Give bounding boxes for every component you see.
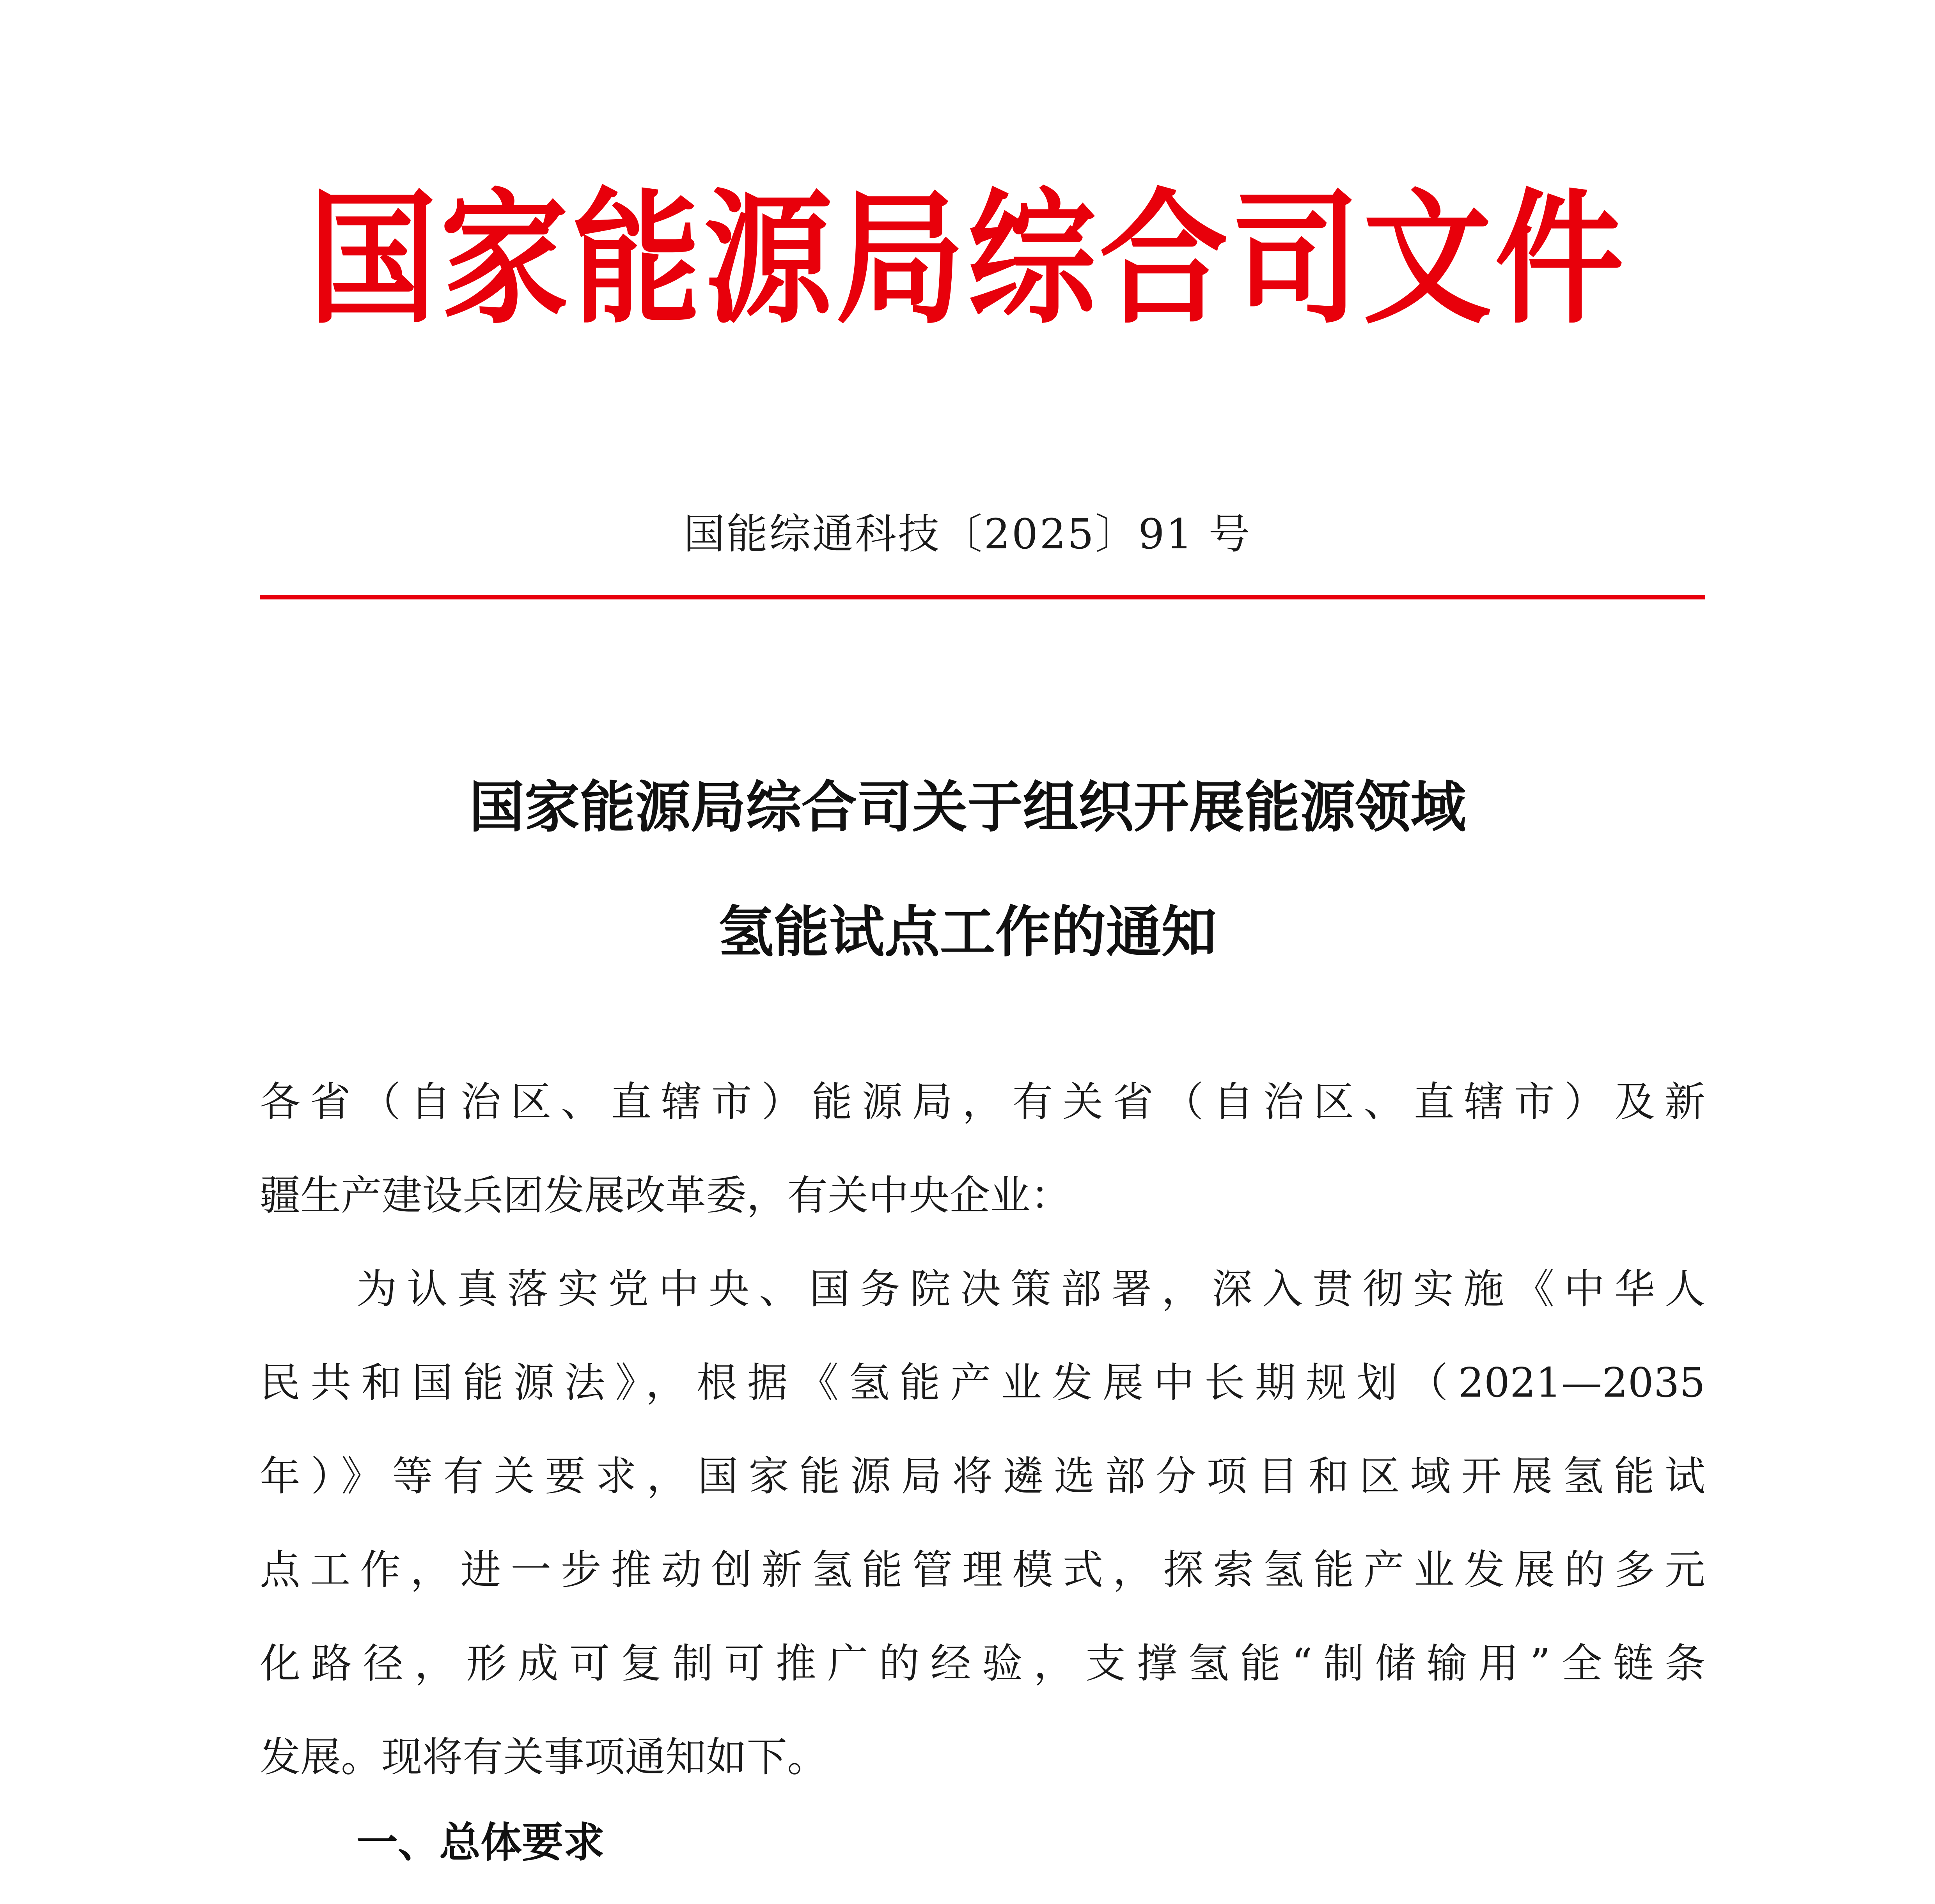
addressee-line-1: 各省（自治区、直辖市）能源局，有关省（自治区、直辖市）及新	[260, 1078, 1705, 1126]
document-title-line-1: 国家能源局综合司关于组织开展能源领域	[469, 775, 1466, 840]
document-number: 国能综通科技〔2025〕91 号	[683, 510, 1252, 558]
addressee-line-2: 疆生产建设兵团发展改革委，有关中央企业：	[260, 1172, 1071, 1219]
paragraph-line: 发展。现将有关事项通知如下。	[260, 1733, 828, 1781]
paragraph-line: 点工作，进一步推动创新氢能管理模式，探索氢能产业发展的多元	[260, 1546, 1705, 1594]
paragraph-line: 化路径，形成可复制可推广的经验，支撑氢能“制储输用”全链条	[260, 1640, 1705, 1687]
document-title-line-2: 氢能试点工作的通知	[718, 900, 1217, 964]
red-separator-rule	[260, 595, 1705, 599]
section-heading-general-requirements: 一、总体要求	[356, 1819, 605, 1867]
paragraph-line: 年）》等有关要求，国家能源局将遴选部分项目和区域开展氢能试	[260, 1452, 1705, 1500]
paragraph-line: 为认真落实党中央、国务院决策部署，深入贯彻实施《中华人	[356, 1265, 1705, 1313]
masthead-title: 国家能源局综合司文件	[308, 176, 1627, 344]
paragraph-line: 民共和国能源法》，根据《氢能产业发展中长期规划（2021—2035	[260, 1359, 1705, 1406]
